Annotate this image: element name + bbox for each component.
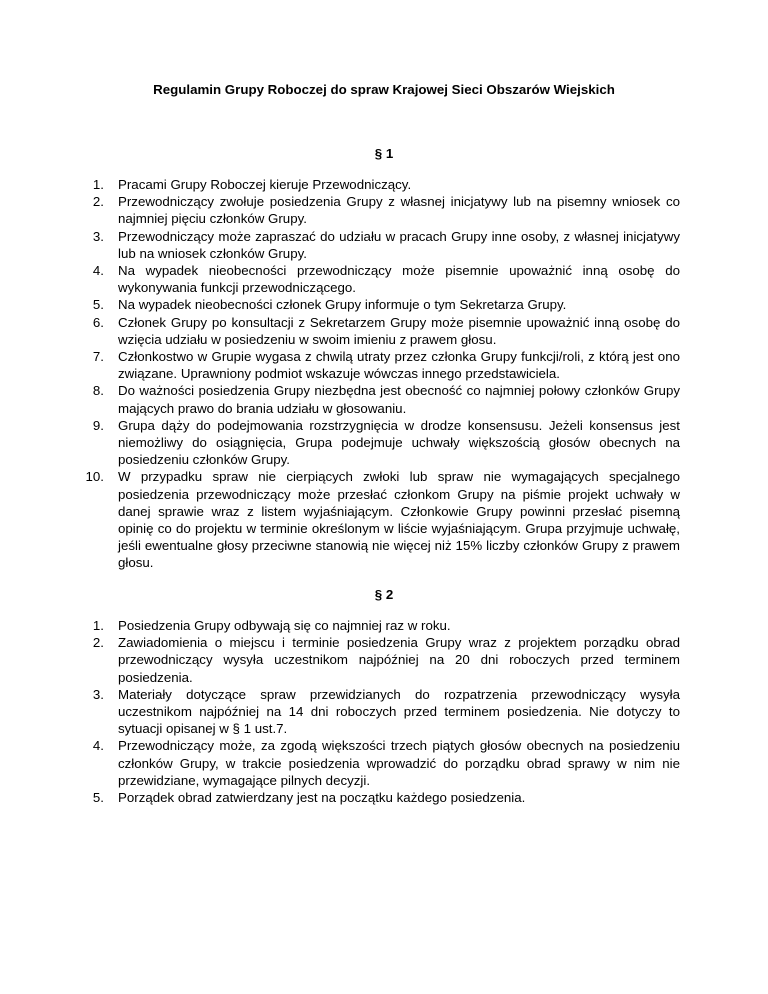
section-heading-1: § 1 bbox=[374, 146, 394, 161]
clause bbox=[80, 176, 680, 193]
clause-number: 6. bbox=[92, 314, 104, 330]
clause-text: Grupa dąży do podejmowania rozstrzygnięcia w drodze konsensusu. Jeżeli konsensus jest niemożliwy do osiągnięcia, Grupa podejmuje uchwały większością głosów obecnych na posiedzeniu członków Grupy. bbox=[118, 417, 680, 468]
clause-number: 9. bbox=[92, 417, 104, 433]
section-2-clause-list bbox=[80, 617, 680, 806]
clause-text: Porządek obrad zatwierdzany jest na początku każdego posiedzenia. bbox=[118, 790, 526, 806]
clause-number: 1. bbox=[92, 618, 104, 633]
clause bbox=[80, 686, 680, 738]
clause bbox=[80, 193, 680, 227]
clause-text: W przypadku spraw nie cierpiących zwłoki lub spraw nie wymagających specjalnego posiedzenia przewodniczący może przesłać członkom Grupy na piśmie projekt uchwały w danej sprawie wraz z listem wyjaśniającym. Członkowie Grupy powinni przesłać pisemną opinię co do projektu w terminie określonym w liście wyjaśniającym. Grupa przyjmuje uchwałę, jeśli ewentualne głosy przeciwne stanowią nie więcej niż 15% liczby członków Grupy z prawem głosu. bbox=[118, 469, 680, 571]
clause-text: Przewodniczący może, za zgodą większości trzech piątych głosów obecnych na posiedzeniu członków Grupy, w trakcie posiedzenia wprowadzić do porządku obrad sprawy w nim nie przewidziane, wymagające pilnych decyzji. bbox=[118, 738, 680, 788]
clause bbox=[80, 228, 680, 262]
clause-text: Materiały dotyczące spraw przewidzianych do rozpatrzenia przewodniczący wysyła uczestnikom najpóźniej na 14 dni roboczych przed terminem posiedzenia. Nie dotyczy to sytuacji opisanej w § 1 ust.7. bbox=[118, 686, 680, 737]
clause bbox=[80, 789, 680, 806]
clause bbox=[80, 262, 680, 296]
clause bbox=[80, 314, 680, 348]
clause-number: 3. bbox=[92, 228, 104, 244]
clause bbox=[80, 382, 680, 416]
clause-text: Przewodniczący może zapraszać do udziału w pracach Grupy inne osoby, z własnej inicjatywy lub na wniosek członków Grupy. bbox=[118, 228, 680, 261]
clause-text: Członkostwo w Grupie wygasa z chwilą utraty przez członka Grupy funkcji/roli, z którą jest ono związane. Uprawniony podmiot wskazuje wówczas innego przedstawiciela. bbox=[118, 349, 680, 382]
clause-text: Do ważności posiedzenia Grupy niezbędna jest obecność co najmniej połowy członków Grupy mających prawo do brania udziału w głosowaniu. bbox=[118, 383, 680, 416]
clause-number: 10. bbox=[85, 469, 104, 485]
clause-number: 1. bbox=[92, 177, 104, 192]
clause-text: Przewodniczący zwołuje posiedzenia Grupy z własnej inicjatywy lub na pisemny wniosek co najmniej pięciu członków Grupy. bbox=[118, 194, 680, 227]
clause bbox=[80, 348, 680, 382]
clause-number: 7. bbox=[92, 349, 104, 365]
clause-text: Na wypadek nieobecności członek Grupy informuje o tym Sekretarza Grupy. bbox=[118, 297, 567, 313]
clause bbox=[80, 634, 680, 686]
document-title: Regulamin Grupy Roboczej do spraw Krajowej Sieci Obszarów Wiejskich bbox=[153, 82, 615, 97]
clause-number: 3. bbox=[92, 686, 104, 702]
section-1-clause-list bbox=[80, 176, 680, 572]
clause-text: Na wypadek nieobecności przewodniczący może pisemnie upoważnić inną osobę do wykonywania funkcji przewodniczącego. bbox=[118, 263, 680, 296]
clause-number: 4. bbox=[92, 263, 104, 279]
clause-number: 8. bbox=[92, 383, 104, 399]
clause-number: 4. bbox=[92, 738, 104, 754]
clause-text: Posiedzenia Grupy odbywają się co najmniej raz w roku. bbox=[118, 618, 451, 633]
clause-text: Zawiadomienia o miejscu i terminie posiedzenia Grupy wraz z projektem porządku obrad przewodniczący wysyła uczestnikom najpóźniej na 20 dni roboczych przed terminem posiedzenia. bbox=[118, 635, 680, 685]
clause-number: 5. bbox=[92, 297, 104, 313]
clause bbox=[80, 468, 680, 571]
clause bbox=[80, 617, 680, 634]
clause bbox=[80, 296, 680, 313]
clause-number: 2. bbox=[92, 635, 104, 651]
clause bbox=[80, 417, 680, 469]
clause bbox=[80, 737, 680, 789]
section-heading-2: § 2 bbox=[374, 587, 394, 602]
clause-number: 5. bbox=[92, 790, 104, 806]
clause-text: Pracami Grupy Roboczej kieruje Przewodniczący. bbox=[118, 177, 412, 192]
clause-number: 2. bbox=[92, 194, 104, 210]
clause-text: Członek Grupy po konsultacji z Sekretarzem Grupy może pisemnie upoważnić inną osobę do wzięcia udziału w posiedzeniu w swoim imieniu z prawem głosu. bbox=[118, 314, 680, 347]
